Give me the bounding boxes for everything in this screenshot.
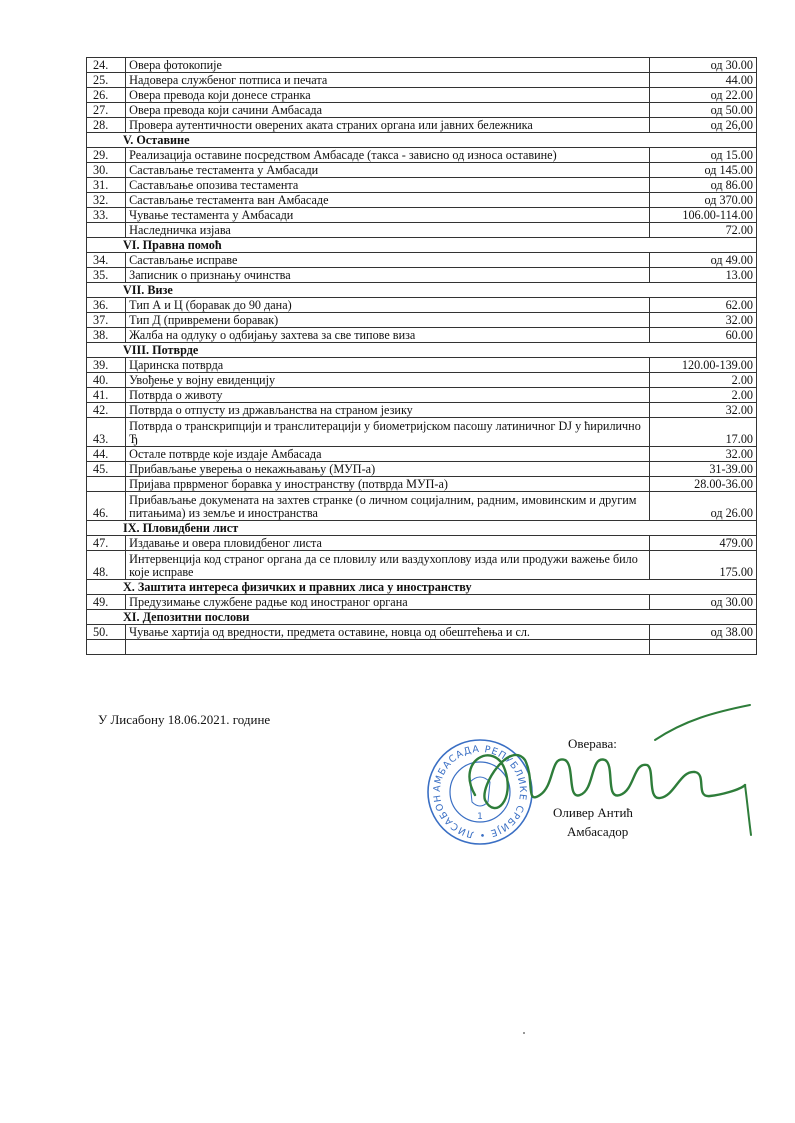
section-header-row xyxy=(87,610,757,625)
item-price: од 145.00 xyxy=(649,163,757,178)
section-header-row xyxy=(87,133,757,148)
section-header-row xyxy=(87,580,757,595)
empty-row xyxy=(87,640,757,655)
empty-cell xyxy=(649,640,757,655)
item-number xyxy=(87,477,126,492)
item-description: Састављање исправе xyxy=(126,253,649,268)
item-number xyxy=(87,223,126,238)
fee-row xyxy=(87,268,757,283)
item-price: 31-39.00 xyxy=(649,462,757,477)
item-number: 49. xyxy=(87,595,126,610)
item-description: Интервенција код страног органа да се пловилу или ваздухоплову изда или продужи важење било које исправе xyxy=(126,551,649,580)
item-number: 24. xyxy=(87,58,126,73)
item-price: од 15.00 xyxy=(649,148,757,163)
fee-row xyxy=(87,492,757,521)
fee-row xyxy=(87,462,757,477)
item-price: 175.00 xyxy=(649,551,757,580)
item-description: Састављање опозива тестамента xyxy=(126,178,649,193)
item-number: 40. xyxy=(87,373,126,388)
item-price: од 86.00 xyxy=(649,178,757,193)
section-title: X. Заштита интереса физичких и правних лиса у иностранству xyxy=(87,580,757,595)
item-price: од 26.00 xyxy=(649,492,757,521)
item-price: 28.00-36.00 xyxy=(649,477,757,492)
section-title: XI. Депозитни послови xyxy=(87,610,757,625)
verify-label: Оверава: xyxy=(568,736,617,751)
item-price: 2.00 xyxy=(649,388,757,403)
place-date: У Лисабону 18.06.2021. године xyxy=(98,712,271,727)
item-price: 62.00 xyxy=(649,298,757,313)
fee-table-body xyxy=(87,58,757,655)
item-description: Надовера службеног потписа и печата xyxy=(126,73,649,88)
item-price: 17.00 xyxy=(649,418,757,447)
item-description: Чување хартија од вредности, предмета оставине, новца од обештећења и сл. xyxy=(126,625,649,640)
fee-row xyxy=(87,73,757,88)
speck xyxy=(523,1032,525,1034)
item-description: Тип Д (привремени боравак) xyxy=(126,313,649,328)
fee-row xyxy=(87,313,757,328)
item-number: 28. xyxy=(87,118,126,133)
item-description: Провера аутентичности оверених аката страних органа или јавних бележника xyxy=(126,118,649,133)
fee-row xyxy=(87,625,757,640)
section-title: VIII. Потврде xyxy=(87,343,757,358)
item-number: 35. xyxy=(87,268,126,283)
section-header-row xyxy=(87,343,757,358)
item-number: 37. xyxy=(87,313,126,328)
fee-row xyxy=(87,477,757,492)
section-header-row xyxy=(87,283,757,298)
item-description: Састављање тестамента ван Амбасаде xyxy=(126,193,649,208)
section-title: VI. Правна помоћ xyxy=(87,238,757,253)
item-number: 29. xyxy=(87,148,126,163)
item-description: Потврда о животу xyxy=(126,388,649,403)
item-number: 33. xyxy=(87,208,126,223)
item-description: Прибављање уверења о некажњавању (МУП-а) xyxy=(126,462,649,477)
fee-row xyxy=(87,253,757,268)
fee-row xyxy=(87,148,757,163)
item-description: Овера превода који сачини Амбасада xyxy=(126,103,649,118)
item-description: Наследничка изјава xyxy=(126,223,649,238)
item-price: 32.00 xyxy=(649,403,757,418)
item-number: 44. xyxy=(87,447,126,462)
fee-row xyxy=(87,358,757,373)
item-description: Тип А и Ц (боравак до 90 дана) xyxy=(126,298,649,313)
item-description: Овера фотокопије xyxy=(126,58,649,73)
item-number: 27. xyxy=(87,103,126,118)
item-number: 31. xyxy=(87,178,126,193)
item-description: Царинска потврда xyxy=(126,358,649,373)
item-number: 50. xyxy=(87,625,126,640)
item-price: од 30.00 xyxy=(649,58,757,73)
item-description: Реализација оставине посредством Амбасаде (такса - зависно од износа оставине) xyxy=(126,148,649,163)
item-price: 60.00 xyxy=(649,328,757,343)
item-number: 36. xyxy=(87,298,126,313)
item-price: од 22.00 xyxy=(649,88,757,103)
section-title: VII. Визе xyxy=(87,283,757,298)
fee-row xyxy=(87,88,757,103)
fee-row xyxy=(87,595,757,610)
item-description: Прибављање докумената на захтев странке (о личном социјалним, радним, имовинским и другим питањима) из земље и иностранства xyxy=(126,492,649,521)
item-price: 2.00 xyxy=(649,373,757,388)
fee-row xyxy=(87,223,757,238)
item-number: 48. xyxy=(87,551,126,580)
item-description: Увођење у војну евиденцију xyxy=(126,373,649,388)
stamp-number: 1 xyxy=(477,812,483,822)
item-price: 72.00 xyxy=(649,223,757,238)
fee-row xyxy=(87,536,757,551)
fee-row xyxy=(87,103,757,118)
fee-row xyxy=(87,418,757,447)
fee-row xyxy=(87,118,757,133)
item-price: 120.00-139.00 xyxy=(649,358,757,373)
empty-cell xyxy=(87,640,126,655)
item-description: Састављање тестамента у Амбасади xyxy=(126,163,649,178)
item-number: 42. xyxy=(87,403,126,418)
item-price: од 370.00 xyxy=(649,193,757,208)
fee-row xyxy=(87,373,757,388)
item-description: Потврда о транскрипцији и транслитерацији у биометријском пасошу латиничног DJ у ћирилично Ђ xyxy=(126,418,649,447)
fee-row xyxy=(87,298,757,313)
fee-row xyxy=(87,447,757,462)
item-number: 26. xyxy=(87,88,126,103)
item-price: 32.00 xyxy=(649,313,757,328)
section-title: IX. Пловидбени лист xyxy=(87,521,757,536)
item-number: 45. xyxy=(87,462,126,477)
item-number: 38. xyxy=(87,328,126,343)
item-description: Чување тестамента у Амбасади xyxy=(126,208,649,223)
empty-cell xyxy=(126,640,649,655)
section-title: V. Оставине xyxy=(87,133,757,148)
fee-row xyxy=(87,178,757,193)
item-number: 34. xyxy=(87,253,126,268)
item-price: 32.00 xyxy=(649,447,757,462)
section-header-row xyxy=(87,238,757,253)
item-number: 39. xyxy=(87,358,126,373)
fee-row xyxy=(87,388,757,403)
fee-row xyxy=(87,551,757,580)
item-description: Остале потврде које издаје Амбасада xyxy=(126,447,649,462)
item-description: Предузимање службене радње код иностраног органа xyxy=(126,595,649,610)
item-number: 30. xyxy=(87,163,126,178)
item-price: од 38.00 xyxy=(649,625,757,640)
stamp-ring-text: АМБАСАДА РЕПУБЛИКЕ СРБИЈЕ • ЛИСАБОН xyxy=(431,743,529,841)
item-price: од 30.00 xyxy=(649,595,757,610)
item-number: 43. xyxy=(87,418,126,447)
item-description: Издавање и овера пловидбеног листа xyxy=(126,536,649,551)
item-price: 479.00 xyxy=(649,536,757,551)
item-price: 106.00-114.00 xyxy=(649,208,757,223)
fee-row xyxy=(87,403,757,418)
item-price: 13.00 xyxy=(649,268,757,283)
item-description: Потврда о отпусту из држављанства на страном језику xyxy=(126,403,649,418)
item-number: 46. xyxy=(87,492,126,521)
signer-name: Оливер Антић xyxy=(553,805,633,820)
item-number: 32. xyxy=(87,193,126,208)
item-price: 44.00 xyxy=(649,73,757,88)
item-description: Пријава прврменог боравка у иностранству (потврда МУП-а) xyxy=(126,477,649,492)
fee-table xyxy=(86,57,757,655)
fee-row xyxy=(87,193,757,208)
item-price: од 49.00 xyxy=(649,253,757,268)
fee-row xyxy=(87,328,757,343)
fee-row xyxy=(87,208,757,223)
item-description: Жалба на одлуку о одбијању захтева за све типове виза xyxy=(126,328,649,343)
item-description: Овера превода који донесе странка xyxy=(126,88,649,103)
item-description: Записник о признању очинства xyxy=(126,268,649,283)
signer-title: Амбасадор xyxy=(567,824,629,839)
fee-row xyxy=(87,58,757,73)
item-number: 47. xyxy=(87,536,126,551)
item-number: 41. xyxy=(87,388,126,403)
item-price: од 50.00 xyxy=(649,103,757,118)
item-price: од 26,00 xyxy=(649,118,757,133)
fee-row xyxy=(87,163,757,178)
item-number: 25. xyxy=(87,73,126,88)
section-header-row xyxy=(87,521,757,536)
